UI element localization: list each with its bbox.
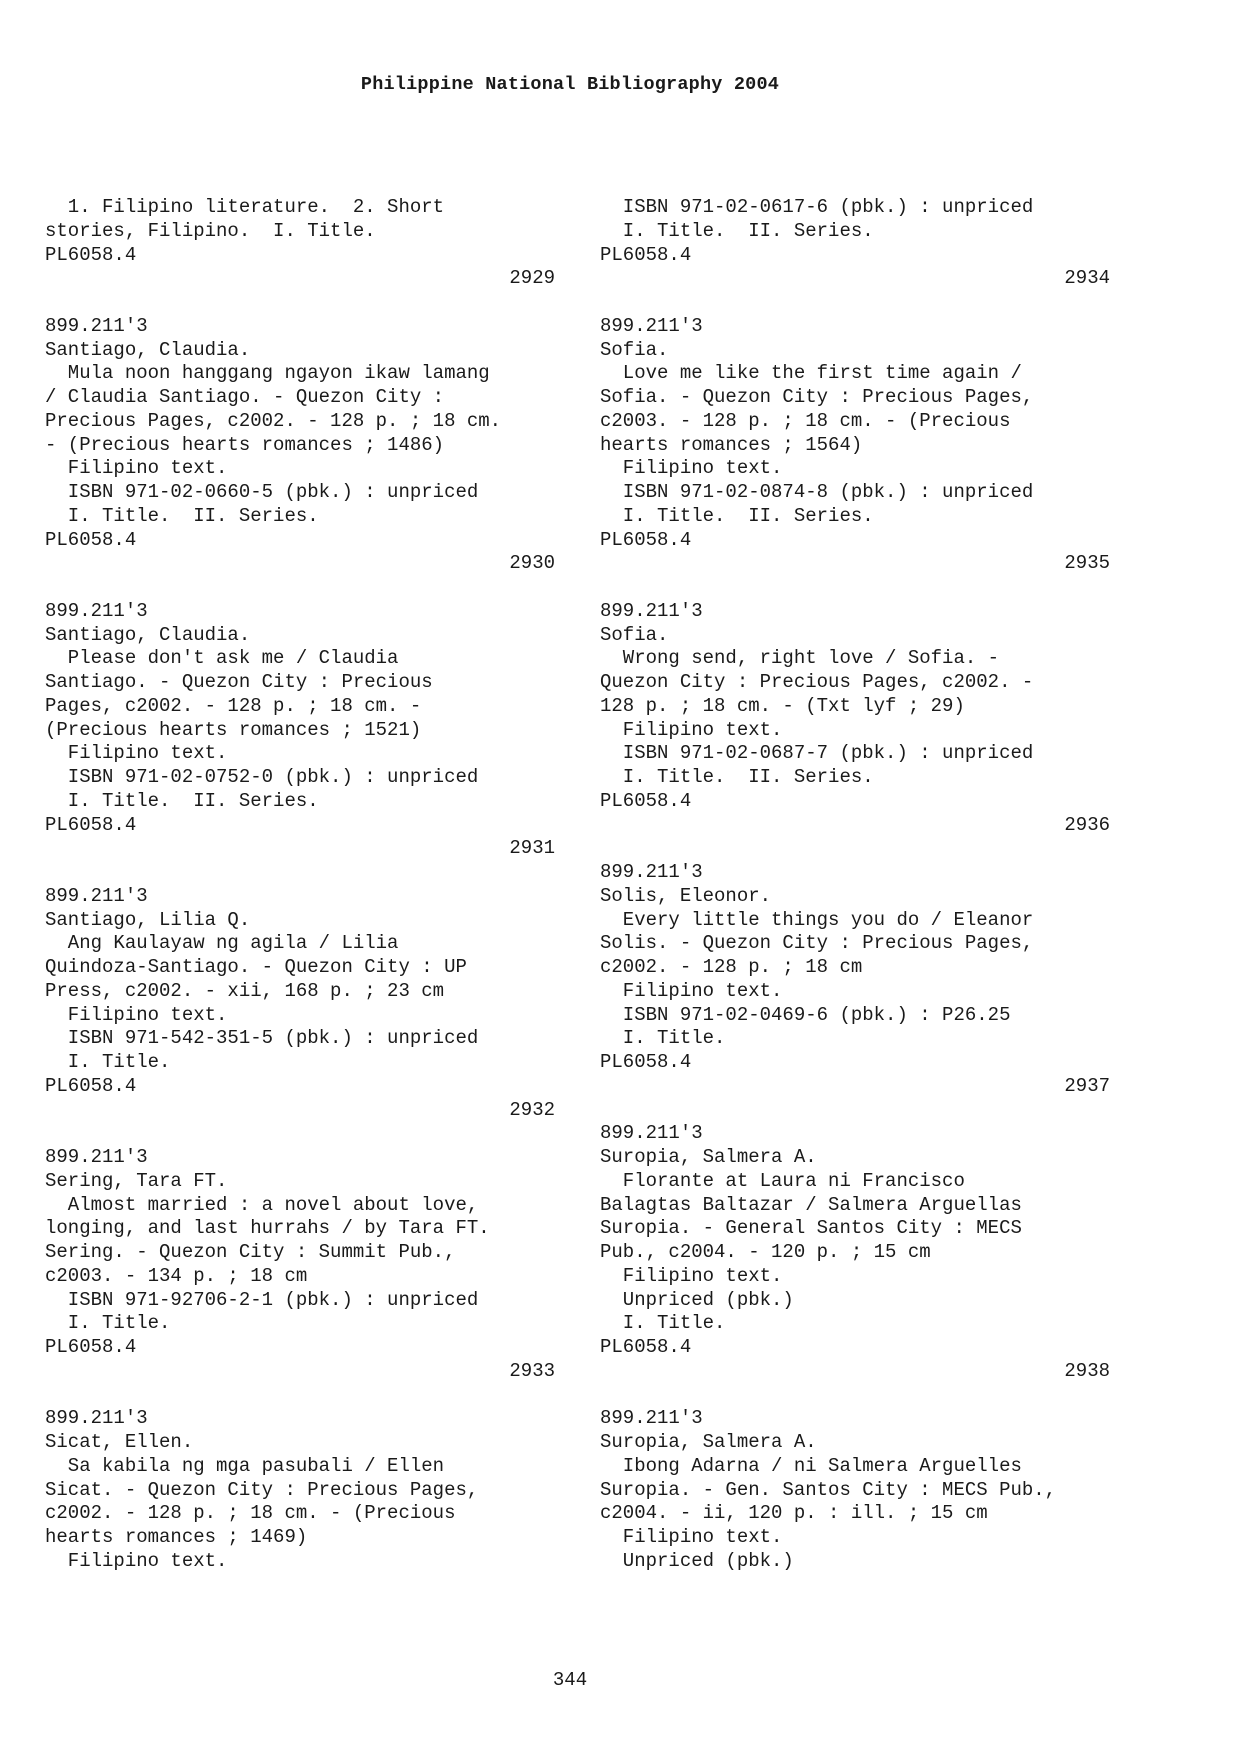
entry-line: 899.211'3 [45, 1146, 148, 1168]
entry-number: 2936 [1064, 813, 1110, 836]
entry-line: 899.211'3 [600, 1122, 703, 1145]
entry-line: ISBN 971-02-0469-6 (pbk.) : P26.25 [600, 1003, 1011, 1026]
entry-line: Filipino text. [600, 718, 783, 741]
entry-line: Sering, Tara FT. [45, 1169, 228, 1192]
entry-line: I. Title. [600, 1027, 726, 1050]
entry-line: Santiago, Lilia Q. [45, 908, 251, 931]
entry-line: c2002. - 128 p. ; 18 cm. - (Precious [45, 1502, 456, 1525]
bibliography-entry [600, 861, 1110, 1099]
entry-line: Precious Pages, c2002. - 128 p. ; 18 cm. [45, 409, 502, 432]
entry-line: Filipino text. [600, 979, 783, 1002]
entry-line: Ang Kaulayaw ng agila / Lilia [45, 932, 399, 955]
entry-line: stories, Filipino. I. Title. [45, 219, 376, 242]
entry-line: Filipino text. [45, 1003, 228, 1026]
entry-line: c2004. - ii, 120 p. : ill. ; 15 cm [600, 1502, 988, 1525]
entry-line: - (Precious hearts romances ; 1486) [45, 433, 445, 456]
entry-spacer [600, 576, 1110, 600]
entry-line: Sofia. [600, 623, 669, 646]
bibliography-entry [45, 315, 555, 576]
entry-line: 899.211'3 [45, 1407, 148, 1430]
entry-line: Filipino text. [600, 1526, 783, 1548]
entry-line: Suropia. - General Santos City : MECS [600, 1217, 1022, 1240]
entry-line: PL6058.4 [600, 528, 692, 551]
bibliography-entry [45, 1407, 555, 1573]
entry-line: Filipino text. [45, 457, 228, 480]
bibliography-entry [600, 1122, 1110, 1383]
entry-line: Press, c2002. - xii, 168 p. ; 23 cm [45, 979, 445, 1002]
entry-spacer [45, 1122, 555, 1146]
entry-line: Filipino text. [45, 742, 228, 765]
entry-line: Every little things you do / Eleanor [600, 908, 1034, 931]
entry-line: I. Title. II. Series. [600, 219, 874, 242]
entry-line: Sicat, Ellen. [45, 1431, 194, 1453]
entry-line: hearts romances ; 1564) [600, 433, 863, 456]
bibliography-entry [45, 885, 555, 1123]
entry-spacer [600, 1099, 1110, 1123]
entry-line: Santiago, Claudia. [45, 623, 251, 646]
entry-line: Sicat. - Quezon City : Precious Pages, [45, 1478, 479, 1501]
entry-line: Suropia, Salmera A. [600, 1146, 817, 1168]
entry-line: Quezon City : Precious Pages, c2002. - [600, 671, 1034, 693]
entry-line: Please don't ask me / Claudia [45, 647, 399, 670]
entry-line: Balagtas Baltazar / Salmera Arguellas [600, 1193, 1022, 1216]
left-column [45, 196, 555, 1574]
entry-line: PL6058.4 [600, 1336, 692, 1358]
entry-line: Unpriced (pbk.) [600, 1288, 794, 1311]
entry-line: PL6058.4 [600, 243, 692, 266]
page-title: Philippine National Bibliography 2004 [360, 74, 780, 95]
entry-number: 2929 [509, 267, 555, 290]
entry-line: (Precious hearts romances ; 1521) [45, 718, 422, 741]
bibliography-entry [600, 196, 1110, 291]
entry-spacer [600, 1384, 1110, 1408]
bibliography-entry [45, 196, 555, 291]
entry-line: Filipino text. [45, 1549, 228, 1572]
entry-line: 899.211'3 [45, 884, 148, 907]
entry-line: Solis. - Quezon City : Precious Pages, [600, 932, 1034, 955]
entry-line: Santiago. - Quezon City : Precious [45, 671, 433, 693]
entry-line: Suropia. - Gen. Santos City : MECS Pub., [600, 1478, 1057, 1501]
entry-line: Florante at Laura ni Francisco [600, 1169, 965, 1192]
entry-line: Quindoza-Santiago. - Quezon City : UP [45, 956, 467, 978]
entry-line: c2003. - 134 p. ; 18 cm [45, 1264, 308, 1287]
entry-line: 899.211'3 [600, 314, 703, 337]
entry-number: 2937 [1064, 1074, 1110, 1097]
entry-line: I. Title. II. Series. [600, 504, 874, 527]
page-number: 344 [552, 1669, 588, 1691]
entry-line: Solis, Eleonor. [600, 884, 772, 907]
bibliography-entry [600, 315, 1110, 576]
entry-line: ISBN 971-02-0752-0 (pbk.) : unpriced [45, 766, 479, 788]
entry-number: 2934 [1064, 267, 1110, 290]
entry-line: I. Title. II. Series. [45, 504, 319, 527]
entry-line: PL6058.4 [45, 1336, 137, 1358]
entry-line: ISBN 971-02-0874-8 (pbk.) : unpriced [600, 481, 1034, 503]
entry-line: Pages, c2002. - 128 p. ; 18 cm. - [45, 694, 422, 717]
entry-line: / Claudia Santiago. - Quezon City : [45, 386, 445, 408]
entry-line: Filipino text. [600, 457, 783, 480]
entry-line: I. Title. [45, 1051, 171, 1073]
entry-line: PL6058.4 [45, 1074, 137, 1097]
bibliography-entry [45, 1146, 555, 1384]
entry-line: ISBN 971-92706-2-1 (pbk.) : unpriced [45, 1288, 479, 1311]
entry-line: Pub., c2004. - 120 p. ; 15 cm [600, 1241, 931, 1263]
entry-number: 2932 [509, 1098, 555, 1121]
entry-line: Love me like the first time again / [600, 362, 1022, 385]
entry-line: Filipino text. [600, 1264, 783, 1287]
entry-line: I. Title. II. Series. [600, 766, 874, 788]
entry-line: PL6058.4 [45, 243, 137, 266]
entry-line: Unpriced (pbk.) [600, 1549, 794, 1572]
entry-line: ISBN 971-02-0617-6 (pbk.) : unpriced [600, 196, 1034, 218]
entry-line: PL6058.4 [45, 813, 137, 836]
entry-line: I. Title. [600, 1312, 726, 1335]
entry-spacer [45, 861, 555, 885]
entry-spacer [45, 291, 555, 315]
entry-spacer [600, 291, 1110, 315]
entry-line: longing, and last hurrahs / by Tara FT. [45, 1217, 490, 1240]
entry-line: Ibong Adarna / ni Salmera Arguelles [600, 1454, 1022, 1477]
entry-line: 128 p. ; 18 cm. - (Txt lyf ; 29) [600, 694, 965, 717]
entry-line: ISBN 971-02-0687-7 (pbk.) : unpriced [600, 742, 1034, 765]
entry-number: 2935 [1064, 552, 1110, 575]
entry-line: 1. Filipino literature. 2. Short [45, 196, 445, 218]
entry-line: c2003. - 128 p. ; 18 cm. - (Precious [600, 409, 1011, 432]
entry-line: ISBN 971-542-351-5 (pbk.) : unpriced [45, 1027, 479, 1050]
entry-line: ISBN 971-02-0660-5 (pbk.) : unpriced [45, 481, 479, 503]
entry-line: PL6058.4 [600, 1051, 692, 1073]
entry-line: 899.211'3 [45, 314, 148, 337]
entry-line: Santiago, Claudia. [45, 338, 251, 361]
entry-number: 2933 [509, 1359, 555, 1382]
entry-line: I. Title. II. Series. [45, 789, 319, 812]
entry-line: 899.211'3 [600, 1407, 703, 1430]
bibliography-entry [45, 600, 555, 861]
entry-line: I. Title. [45, 1312, 171, 1335]
bibliography-entry [600, 1407, 1110, 1573]
bibliography-entry [600, 600, 1110, 838]
entry-spacer [45, 1384, 555, 1408]
entry-number: 2938 [1064, 1359, 1110, 1382]
entry-line: 899.211'3 [600, 861, 703, 883]
entry-line: c2002. - 128 p. ; 18 cm [600, 956, 863, 978]
entry-line: Wrong send, right love / Sofia. - [600, 647, 1000, 670]
entry-spacer [600, 837, 1110, 861]
entry-line: Sofia. [600, 338, 669, 361]
entry-number: 2930 [509, 552, 555, 575]
entry-spacer [45, 576, 555, 600]
entry-line: PL6058.4 [45, 528, 137, 551]
right-column [600, 196, 1110, 1574]
entry-line: Mula noon hanggang ngayon ikaw lamang [45, 362, 490, 385]
entry-line: Almost married : a novel about love, [45, 1193, 479, 1216]
entry-line: PL6058.4 [600, 789, 692, 812]
entry-number: 2931 [509, 837, 555, 860]
entry-line: 899.211'3 [45, 599, 148, 622]
entry-line: hearts romances ; 1469) [45, 1526, 308, 1548]
entry-line: Suropia, Salmera A. [600, 1431, 817, 1453]
entry-line: 899.211'3 [600, 599, 703, 622]
entry-line: Sering. - Quezon City : Summit Pub., [45, 1241, 456, 1263]
entry-line: Sa kabila ng mga pasubali / Ellen [45, 1454, 445, 1477]
entry-line: Sofia. - Quezon City : Precious Pages, [600, 386, 1034, 408]
